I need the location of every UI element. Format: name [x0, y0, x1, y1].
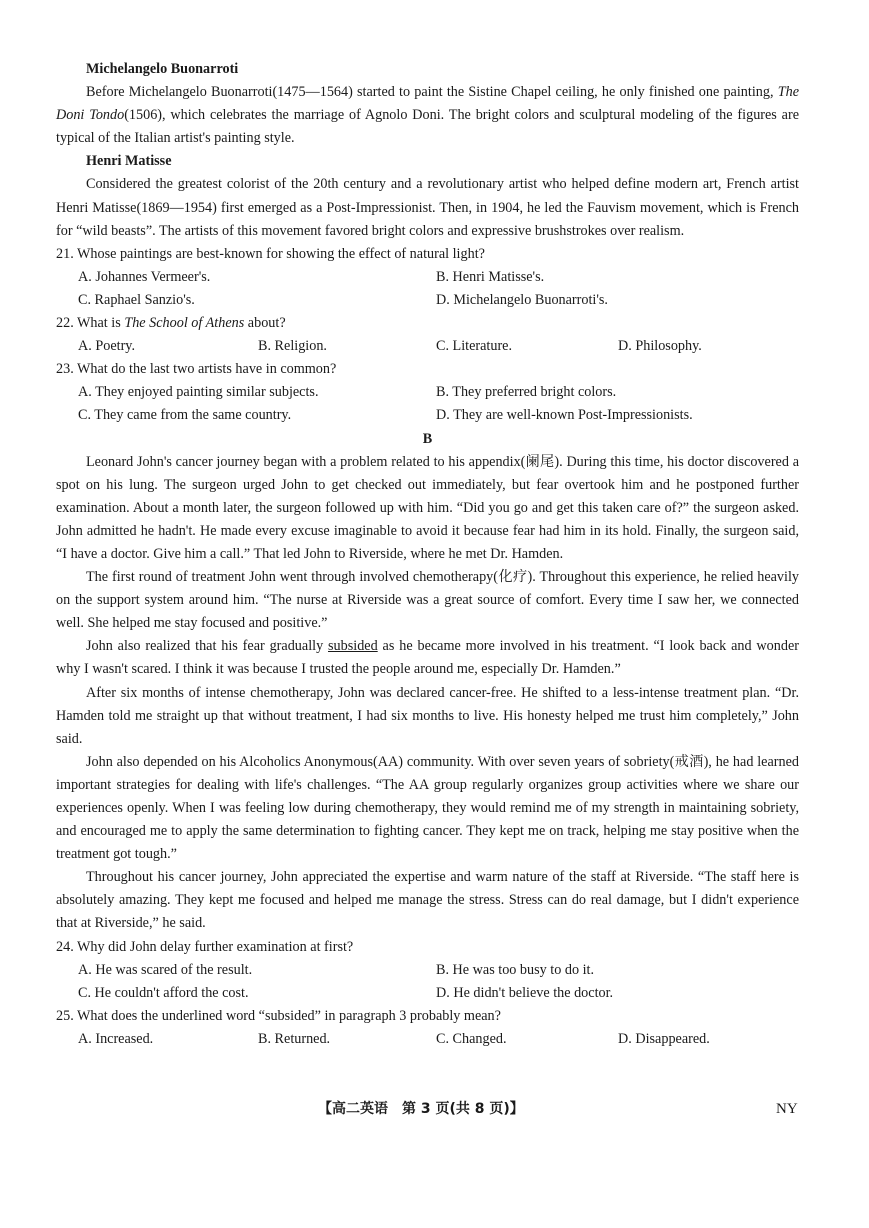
option-21d: D. Michelangelo Buonarroti's. [436, 291, 608, 308]
passage-b-paragraph-2: The first round of treatment John went through involved chemotherapy(化疗). Throughout this experience, he relied heavily on the support system around him. “The nurse at Riverside was a great source of comfort. Every time I saw her, we connected well. She helped me stay focused and positive.” [56, 569, 799, 632]
option-24b: B. He was too busy to do it. [436, 961, 595, 978]
option-22a: A. Poetry. [78, 338, 136, 355]
passage-b-paragraph-1: Leonard John's cancer journey began with a problem related to his appendix(阑尾). During this time, his doctor discovered a spot on his lung. The surgeon urged John to get checked out immediately, but fear overtook him and he postponed further examination. About a month later, the surgeon followed up with him. “Did you go and get this taken care of?” the surgeon asked. John admitted he hadn't. He made every excuse imaginable to avoid it because fear had him in its hold. Finally, the surgeon said, “I have a doctor. Give him a call.” That led John to Riverside, where he met Dr. Hamden. [56, 453, 799, 562]
option-24a: A. He was scared of the result. [78, 961, 253, 978]
option-22c: C. Literature. [436, 338, 513, 355]
option-21c: C. Raphael Sanzio's. [78, 291, 195, 308]
section-b-letter: B [422, 430, 433, 447]
option-23d: D. They are well-known Post-Impressionists. [436, 407, 693, 424]
option-23c: C. They came from the same country. [78, 407, 292, 424]
exam-code: NY [776, 1101, 798, 1117]
option-23a: A. They enjoyed painting similar subjects. [78, 384, 319, 401]
question-24-options [56, 959, 799, 1005]
option-25b: B. Returned. [258, 1030, 331, 1047]
option-22b: B. Religion. [258, 338, 327, 355]
passage-b-paragraph-4: After six months of intense chemotherapy, John was declared cancer-free. He shifted to a less-intense treatment plan. “Dr. Hamden told me straight up that without treatment, I had six months to live. His honesty helped me trust him completely,” John said. [56, 684, 799, 747]
doni-tondo-title: The Doni Tondo [56, 84, 799, 124]
question-25-options [56, 1028, 799, 1051]
option-25c: C. Changed. [436, 1030, 507, 1047]
question-22-options [56, 335, 799, 358]
question-22: 22. What is The School of Athens about? [56, 315, 286, 332]
michelangelo-heading: Michelangelo Buonarroti [86, 61, 239, 77]
option-25a: A. Increased. [78, 1030, 154, 1047]
passage-b-paragraph-5: John also depended on his Alcoholics Anonymous(AA) community. With over seven years of sobriety(戒酒), he had learned important strategies for dealing with life's challenges. “The AA group regularly organizes group activities where we share our experiences openly. When I was feeling low during chemotherapy, they would remind me of my strength in maintaining sobriety, and encouraged me to apply the same determination to fighting cancer. They kept me on track, helping me stay positive when the treatment got tough.” [56, 753, 799, 863]
option-24d: D. He didn't believe the doctor. [436, 984, 614, 1001]
option-21a: A. Johannes Vermeer's. [78, 268, 211, 285]
option-25d: D. Disappeared. [618, 1030, 710, 1047]
question-25: 25. What does the underlined word “subsided” in paragraph 3 probably mean? [56, 1007, 501, 1024]
matisse-paragraph: Considered the greatest colorist of the 20th century and a revolutionary artist who helped define modern art, French artist Henri Matisse(1869—1954) first emerged as a Post-Impressionist. Then, in 1904, he led the Fauvism movement, which is French for “wild beasts”. The artists of this movement favored bright colors and expressive brushstrokes over realism. [56, 176, 799, 239]
question-21-options [56, 266, 799, 312]
passage-b-paragraph-6: Throughout his cancer journey, John appreciated the expertise and warm nature of the staff at Riverside. “The staff here is absolutely amazing. They kept me focused and helped me manage the stress. Stress can do real damage, but I didn't experience that at Riverside,” he said. [56, 869, 799, 932]
school-of-athens-title: The School of Athens [124, 315, 245, 332]
option-22d: D. Philosophy. [618, 338, 702, 355]
option-23b: B. They preferred bright colors. [436, 384, 617, 401]
option-21b: B. Henri Matisse's. [436, 268, 545, 285]
michelangelo-paragraph: Before Michelangelo Buonarroti(1475—1564) started to paint the Sistine Chapel ceiling, he only finished one painting, The Doni Tondo(1506), which celebrates the marriage of Agnolo Doni. The bright colors and sculptural modeling of the figures are typical of the Italian artist's painting style. [56, 84, 800, 147]
question-21: 21. Whose paintings are best-known for showing the effect of natural light? [56, 245, 485, 262]
underlined-word-subsided: subsided [328, 638, 378, 655]
option-24c: C. He couldn't afford the cost. [78, 984, 249, 1001]
question-23: 23. What do the last two artists have in common? [56, 361, 337, 378]
question-24: 24. Why did John delay further examination at first? [56, 938, 354, 955]
matisse-heading: Henri Matisse [86, 153, 172, 170]
page-number-label: 【高二英语 第 3 页(共 8 页)】 [318, 1101, 524, 1117]
question-23-options [56, 381, 799, 427]
passage-b-paragraph-3: John also realized that his fear gradually subsided as he became more involved in his treatment. “I look back and wonder why I wasn't scared. I think it was because I trusted the people around me, especially Dr. Hamden.” [56, 638, 799, 678]
